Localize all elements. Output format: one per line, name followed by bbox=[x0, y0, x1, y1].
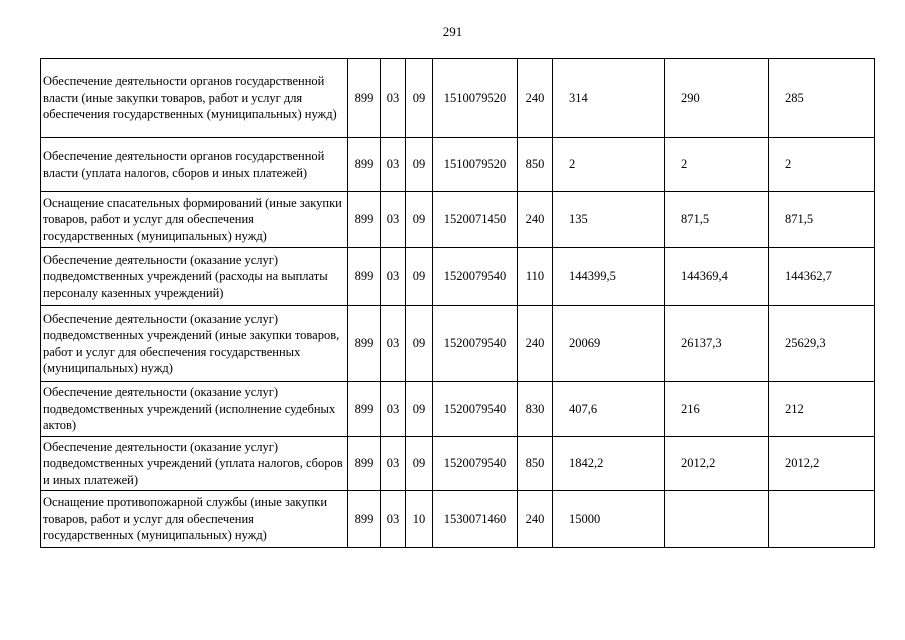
amount-year-3: 871,5 bbox=[769, 192, 875, 248]
amount-year-1: 135 bbox=[553, 192, 665, 248]
row-description: Обеспечение деятельности (оказание услуг) подведомственных учреждений (уплата налогов, сборов и иных платежей) bbox=[41, 437, 348, 491]
target-article-code: 1530071460 bbox=[433, 491, 518, 548]
subsection-code: 09 bbox=[406, 306, 433, 382]
ministry-code: 899 bbox=[348, 248, 381, 306]
target-article-code: 1520079540 bbox=[433, 382, 518, 437]
ministry-code: 899 bbox=[348, 382, 381, 437]
expense-kind-code: 110 bbox=[518, 248, 553, 306]
ministry-code: 899 bbox=[348, 192, 381, 248]
budget-table-body bbox=[41, 59, 875, 548]
ministry-code: 899 bbox=[348, 138, 381, 192]
amount-year-1: 144399,5 bbox=[553, 248, 665, 306]
expense-kind-code: 240 bbox=[518, 306, 553, 382]
amount-year-3: 285 bbox=[769, 59, 875, 138]
section-code: 03 bbox=[381, 306, 406, 382]
row-description: Оснащение спасательных формирований (иные закупки товаров, работ и услуг для обеспечения государственных (муниципальных) нужд) bbox=[41, 192, 348, 248]
row-description: Обеспечение деятельности (оказание услуг) подведомственных учреждений (иные закупки товаров, работ и услуг для обеспечения государственных (муниципальных) нужд) bbox=[41, 306, 348, 382]
section-code: 03 bbox=[381, 138, 406, 192]
section-code: 03 bbox=[381, 192, 406, 248]
amount-year-3: 212 bbox=[769, 382, 875, 437]
target-article-code: 1520079540 bbox=[433, 437, 518, 491]
row-description: Обеспечение деятельности (оказание услуг) подведомственных учреждений (расходы на выплаты персоналу казенных учреждений) bbox=[41, 248, 348, 306]
table-row bbox=[41, 306, 875, 382]
amount-year-2: 216 bbox=[665, 382, 769, 437]
table-row bbox=[41, 437, 875, 491]
section-code: 03 bbox=[381, 437, 406, 491]
expense-kind-code: 830 bbox=[518, 382, 553, 437]
target-article-code: 1520071450 bbox=[433, 192, 518, 248]
row-description: Оснащение противопожарной службы (иные закупки товаров, работ и услуг для обеспечения государственных (муниципальных) нужд) bbox=[41, 491, 348, 548]
row-description: Обеспечение деятельности (оказание услуг) подведомственных учреждений (исполнение судебных актов) bbox=[41, 382, 348, 437]
target-article-code: 1520079540 bbox=[433, 306, 518, 382]
target-article-code: 1510079520 bbox=[433, 59, 518, 138]
amount-year-1: 1842,2 bbox=[553, 437, 665, 491]
row-description: Обеспечение деятельности органов государственной власти (уплата налогов, сборов и иных платежей) bbox=[41, 138, 348, 192]
subsection-code: 09 bbox=[406, 437, 433, 491]
amount-year-1: 314 bbox=[553, 59, 665, 138]
section-code: 03 bbox=[381, 382, 406, 437]
amount-year-1: 2 bbox=[553, 138, 665, 192]
amount-year-3: 2 bbox=[769, 138, 875, 192]
amount-year-2: 144369,4 bbox=[665, 248, 769, 306]
expense-kind-code: 240 bbox=[518, 192, 553, 248]
target-article-code: 1520079540 bbox=[433, 248, 518, 306]
table-row bbox=[41, 59, 875, 138]
row-description: Обеспечение деятельности органов государственной власти (иные закупки товаров, работ и услуг для обеспечения государственных (муниципальных) нужд) bbox=[41, 59, 348, 138]
target-article-code: 1510079520 bbox=[433, 138, 518, 192]
ministry-code: 899 bbox=[348, 59, 381, 138]
page-number: 291 bbox=[442, 24, 463, 39]
expense-kind-code: 850 bbox=[518, 138, 553, 192]
table-row bbox=[41, 248, 875, 306]
amount-year-2: 2012,2 bbox=[665, 437, 769, 491]
amount-year-1: 407,6 bbox=[553, 382, 665, 437]
subsection-code: 09 bbox=[406, 138, 433, 192]
ministry-code: 899 bbox=[348, 491, 381, 548]
amount-year-2: 290 bbox=[665, 59, 769, 138]
subsection-code: 10 bbox=[406, 491, 433, 548]
subsection-code: 09 bbox=[406, 192, 433, 248]
amount-year-1: 15000 bbox=[553, 491, 665, 548]
amount-year-3: 25629,3 bbox=[769, 306, 875, 382]
ministry-code: 899 bbox=[348, 306, 381, 382]
amount-year-2: 871,5 bbox=[665, 192, 769, 248]
table-row bbox=[41, 491, 875, 548]
table-row bbox=[41, 382, 875, 437]
section-code: 03 bbox=[381, 248, 406, 306]
ministry-code: 899 bbox=[348, 437, 381, 491]
table-row bbox=[41, 192, 875, 248]
budget-table bbox=[40, 58, 875, 548]
amount-year-1: 20069 bbox=[553, 306, 665, 382]
amount-year-3 bbox=[769, 491, 875, 548]
expense-kind-code: 850 bbox=[518, 437, 553, 491]
amount-year-2: 26137,3 bbox=[665, 306, 769, 382]
subsection-code: 09 bbox=[406, 59, 433, 138]
amount-year-3: 2012,2 bbox=[769, 437, 875, 491]
section-code: 03 bbox=[381, 59, 406, 138]
amount-year-2: 2 bbox=[665, 138, 769, 192]
expense-kind-code: 240 bbox=[518, 491, 553, 548]
expense-kind-code: 240 bbox=[518, 59, 553, 138]
table-row bbox=[41, 138, 875, 192]
subsection-code: 09 bbox=[406, 248, 433, 306]
amount-year-2 bbox=[665, 491, 769, 548]
section-code: 03 bbox=[381, 491, 406, 548]
subsection-code: 09 bbox=[406, 382, 433, 437]
amount-year-3: 144362,7 bbox=[769, 248, 875, 306]
